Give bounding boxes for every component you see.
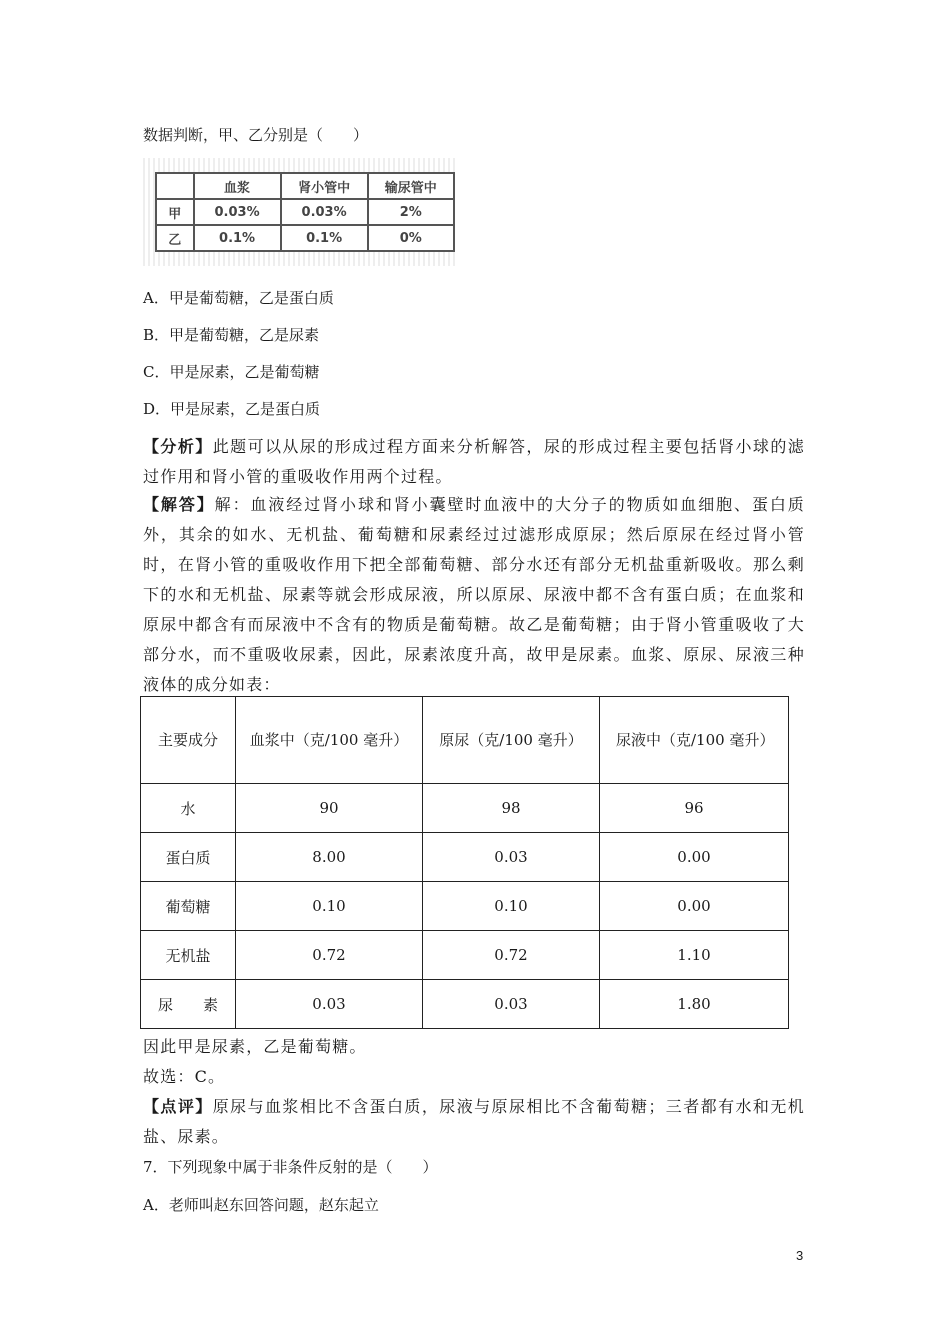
table-cell: 尿 素 [141,980,236,1029]
table-row [141,882,789,931]
image-table-cell: 0% [368,225,454,251]
comment-label: 【点评】 [143,1097,213,1116]
option-b: B．甲是葡萄糖，乙是尿素 [143,326,320,344]
image-table-row [156,225,454,251]
comment-text: 原尿与血浆相比不含蛋白质，尿液与原尿相比不含葡萄糖；三者都有水和无机盐、尿素。 [143,1097,805,1146]
composition-table-header [141,697,789,784]
analysis-paragraph [143,432,805,492]
table-cell: 1.80 [600,980,789,1029]
image-table-header [156,173,454,199]
question-intro: 数据判断，甲、乙分别是（ ） [143,126,369,144]
image-table-cell: 0.1% [281,225,368,251]
table-cell: 葡萄糖 [141,882,236,931]
page-number: 3 [796,1248,804,1263]
table-row [141,980,789,1029]
table-cell: 无机盐 [141,931,236,980]
analysis-label: 【分析】 [143,437,213,456]
option-a: A．甲是葡萄糖，乙是蛋白质 [143,289,334,307]
composition-table [140,696,789,1029]
table-cell: 8.00 [236,833,423,882]
image-table-cell: 乙 [156,225,194,251]
table-cell: 0.03 [423,980,600,1029]
table-cell: 蛋白质 [141,833,236,882]
question-7-option-a: A．老师叫赵东回答问题，赵东起立 [143,1196,379,1214]
table-cell: 水 [141,784,236,833]
table-cell: 0.03 [236,980,423,1029]
table-row [141,833,789,882]
table-cell: 0.10 [236,882,423,931]
option-d: D．甲是尿素，乙是蛋白质 [143,400,321,418]
table-cell: 96 [600,784,789,833]
answer-paragraph [143,490,805,700]
choice: 故选：C。 [143,1067,226,1086]
table-row [141,931,789,980]
image-table-header-cell: 肾小管中 [281,173,368,199]
header-cell: 主要成分 [141,697,236,784]
image-table-corner [156,173,194,199]
image-table-cell: 2% [368,199,454,225]
question-7: 7．下列现象中属于非条件反射的是（ ） [143,1158,438,1176]
table-cell: 0.03 [423,833,600,882]
table-cell: 1.10 [600,931,789,980]
table-cell: 98 [423,784,600,833]
table-cell: 0.00 [600,833,789,882]
header-cell: 原尿（克/100 毫升） [423,697,600,784]
header-cell: 血浆中（克/100 毫升） [236,697,423,784]
table-cell: 0.10 [423,882,600,931]
table-cell: 90 [236,784,423,833]
conclusion: 因此甲是尿素，乙是葡萄糖。 [143,1037,367,1056]
header-cell: 尿液中（克/100 毫升） [600,697,789,784]
image-table-cell: 甲 [156,199,194,225]
image-table [143,158,455,266]
image-table-cell: 0.03% [281,199,368,225]
image-table-cell: 0.1% [194,225,281,251]
table-cell: 0.72 [423,931,600,980]
option-c: C．甲是尿素，乙是葡萄糖 [143,363,320,381]
analysis-text: 此题可以从尿的形成过程方面来分析解答，尿的形成过程主要包括肾小球的滤过作用和肾小管的重吸收作用两个过程。 [143,437,805,486]
table-row [141,784,789,833]
table-cell: 0.00 [600,882,789,931]
image-table-row [156,199,454,225]
comment-paragraph [143,1092,805,1152]
answer-text: 解：血液经过肾小球和肾小囊壁时血液中的大分子的物质如血细胞、蛋白质外，其余的如水、无机盐、葡萄糖和尿素经过过滤形成原尿；然后原尿在经过肾小管时，在肾小管的重吸收作用下把全部葡萄糖、部分水还有部分无机盐重新吸收。那么剩下的水和无机盐、尿素等就会形成尿液，所以原尿、尿液中都不含有蛋白质；在血浆和原尿中都含有而尿液中不含有的物质是葡萄糖。故乙是葡萄糖；由于肾小管重吸收了大部分水，而不重吸收尿素，因此，尿素浓度升高，故甲是尿素。血浆、原尿、尿液三种液体的成分如表： [143,495,805,694]
table-cell: 0.72 [236,931,423,980]
image-table-cell: 0.03% [194,199,281,225]
image-table-header-cell: 血浆 [194,173,281,199]
answer-label: 【解答】 [143,495,215,514]
image-table-header-cell: 输尿管中 [368,173,454,199]
